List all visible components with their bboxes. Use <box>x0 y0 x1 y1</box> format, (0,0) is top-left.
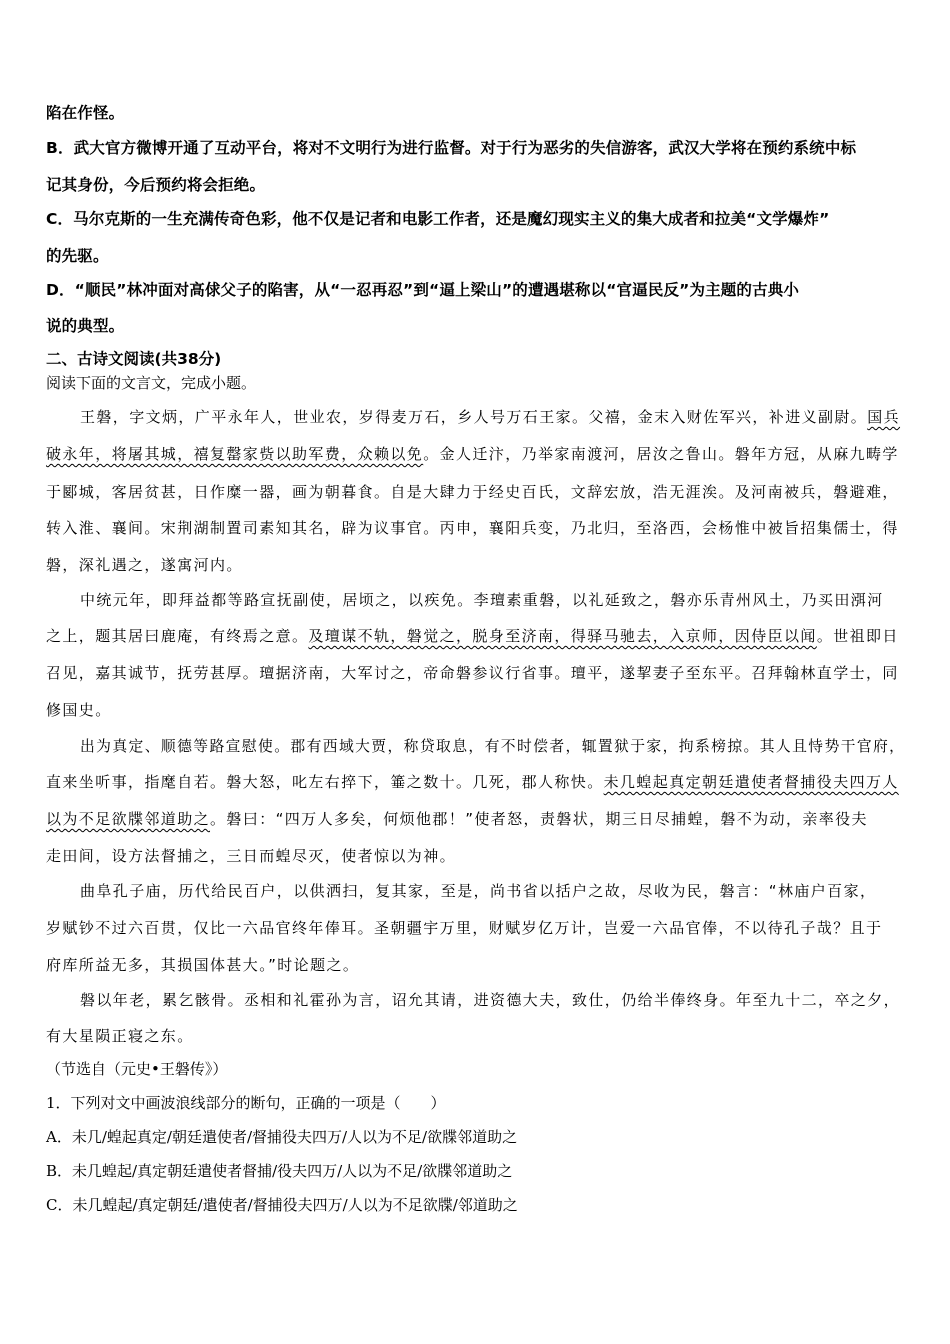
passage-p2-line-3: 召见，嘉其诚节，抚劳甚厚。璮据济南，大军讨之，帝命磐参议行省事。璮平，遂挈妻子至东平。召拜翰林直学士，同 <box>46 664 899 682</box>
passage-p4-line-1: 曲阜孔子庙，历代给民百户，以供洒扫，复其家，至是，尚书省以括户之故，尽收为民，磐言：“林庙户百家， <box>80 882 877 900</box>
passage-source: （节选自（元史•王磐传》） <box>46 1060 228 1078</box>
passage-p1-line-4: 转入淮、襄间。宋荆湖制置司素知其名，辟为议事官。丙申，襄阳兵变，乃北归，至洛西，会杨惟中被旨招集儒士，得 <box>46 519 899 537</box>
question-option-a: A．未几/蝗起真定/朝廷遣使者/督捕役夫四万/人以为不足/欲牒邻道助之 <box>46 1128 518 1146</box>
question-option-b: B．未几蝗起/真定朝廷遣使者督捕/役夫四万/人以为不足/欲牒邻道助之 <box>46 1162 513 1180</box>
passage-text: 。磐曰：“四万人多矣，何烦他郡！”使者怒，责磐状，期三日尽捕蝗，磐不为动，亲率役夫 <box>210 810 868 828</box>
passage-p1-line-5: 磐，深礼遇之，遂寓河内。 <box>46 556 243 574</box>
passage-text: 。世祖即日 <box>816 627 899 645</box>
question-stem: 1．下列对文中画波浪线部分的断句，正确的一项是（ ） <box>46 1094 446 1112</box>
wavy-underlined-text: 未几蝗起真定朝廷遣使者督捕役夫四万人 <box>603 773 899 791</box>
passage-text: 王磐，字文炳，广平永年人，世业农，岁得麦万石，乡人号万石王家。父禧，金末入财佐军兴，补进义副尉。 <box>80 408 868 426</box>
passage-p1-line-2 <box>46 443 899 464</box>
passage-p3-line-2 <box>46 771 899 792</box>
passage-p5-line-2: 有大星陨正寝之东。 <box>46 1027 194 1045</box>
passage-text: 。金人迁汴，乃举家南渡河，居汝之鲁山。磐年方冠，从麻九畴学 <box>423 445 899 463</box>
passage-text: 直来坐听事，指麾自若。磐大怒，叱左右捽下，箠之数十。几死，郡人称快。 <box>46 773 604 791</box>
passage-p2-line-2 <box>46 625 899 646</box>
section-instruction: 阅读下面的文言文，完成小题。 <box>46 374 257 392</box>
option-c-line-1: C．马尔克斯的一生充满传奇色彩，他不仅是记者和电影工作者，还是魔幻现实主义的集大成者和拉美“文学爆炸” <box>46 210 830 228</box>
passage-p3-line-4: 走田间，设方法督捕之，三日而蝗尽灭，使者惊以为神。 <box>46 847 457 865</box>
passage-text: 之上，题其居曰鹿庵，有终焉之意。 <box>46 627 309 645</box>
passage-p3-line-1: 出为真定、顺德等路宣慰使。郡有西域大贾，称贷取息，有不时偿者，辄置狱于家，拘系榜掠。其人且恃势干官府， <box>80 737 906 755</box>
option-d-line-2: 说的典型。 <box>46 317 125 335</box>
passage-p4-line-2: 岁赋钞不过六百贯，仅比一六品官终年俸耳。圣朝疆宇万里，财赋岁亿万计，岂爱一六品官俸，不以待孔子哉？且于 <box>46 919 883 937</box>
passage-p3-line-3 <box>46 808 868 829</box>
option-b-line-1: B．武大官方微博开通了互动平台，将对不文明行为进行监督。对于行为恶劣的失信游客，武汉大学将在预约系统中标 <box>46 139 857 157</box>
wavy-underlined-text: 及璮谋不轨，磐觉之，脱身至济南，得驿马驰去，入京师，因侍臣以闻 <box>308 627 817 645</box>
passage-p1-line-1 <box>80 406 900 427</box>
passage-p5-line-1: 磐以年老，累乞骸骨。丞相和礼霍孙为言，诏允其请，进资德大夫，致仕，仍给半俸终身。年至九十二，卒之夕， <box>80 991 901 1009</box>
wavy-underlined-text: 国兵 <box>867 408 901 426</box>
wavy-underlined-text: 以为不足欲牒邻道助之 <box>46 810 211 828</box>
section-heading: 二、古诗文阅读(共38分) <box>46 350 222 368</box>
option-c-line-2: 的先驱。 <box>46 247 109 265</box>
passage-p4-line-3: 府库所益无多，其损国体甚大。”时论题之。 <box>46 956 360 974</box>
wavy-underlined-text: 破永年，将屠其城，禧复罄家赀以助军费，众赖以免 <box>46 445 424 463</box>
passage-p2-line-1: 中统元年，即拜益都等路宣抚副使，居顷之，以疾免。李璮素重磐，以礼延致之，磐亦乐青州风土，乃买田渳河 <box>80 591 884 609</box>
option-b-line-2: 记其身份，今后预约将会拒绝。 <box>46 176 266 194</box>
option-a-continuation: 陷在作怪。 <box>46 104 125 122</box>
question-option-c: C．未几蝗起/真定朝廷/遣使者/督捕役夫四万/人以为不足欲牒/邻道助之 <box>46 1196 518 1214</box>
option-d-line-1: D．“顺民”林冲面对高俅父子的陷害，从“一忍再忍”到“逼上梁山”的遭遇堪称以“官逼民反”为主题的古典小 <box>46 281 800 299</box>
passage-p1-line-3: 于郾城，客居贫甚，日作糜一器，画为朝暮食。自是大肆力于经史百氏，文辞宏放，浩无涯涘。及河南被兵，磐避难， <box>46 483 899 501</box>
passage-p2-line-4: 修国史。 <box>46 701 112 719</box>
